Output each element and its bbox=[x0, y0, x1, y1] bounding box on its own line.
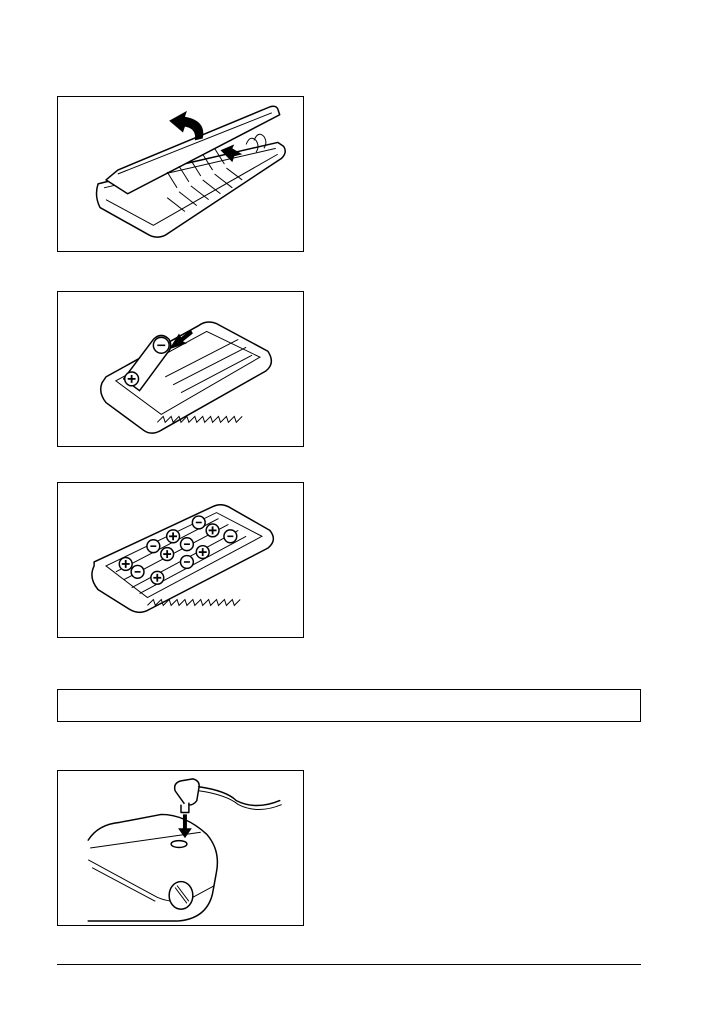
figure-open-battery-cover bbox=[57, 96, 304, 252]
figure-insert-first-battery bbox=[57, 291, 304, 447]
batteries-installed-illustration bbox=[58, 483, 303, 637]
curved-arrow-icon bbox=[169, 111, 203, 141]
figure-all-batteries-inserted bbox=[57, 482, 304, 638]
battery-cover-illustration bbox=[58, 97, 303, 251]
minus-icon bbox=[131, 516, 237, 578]
plus-icon bbox=[125, 372, 139, 386]
section-heading-box bbox=[57, 689, 641, 722]
page-footer-rule bbox=[57, 964, 641, 965]
dc-plug-illustration bbox=[58, 771, 303, 925]
push-arrow-icon bbox=[220, 144, 242, 162]
figure-connect-dc-plug bbox=[57, 770, 304, 926]
battery-insert-illustration bbox=[58, 292, 303, 446]
